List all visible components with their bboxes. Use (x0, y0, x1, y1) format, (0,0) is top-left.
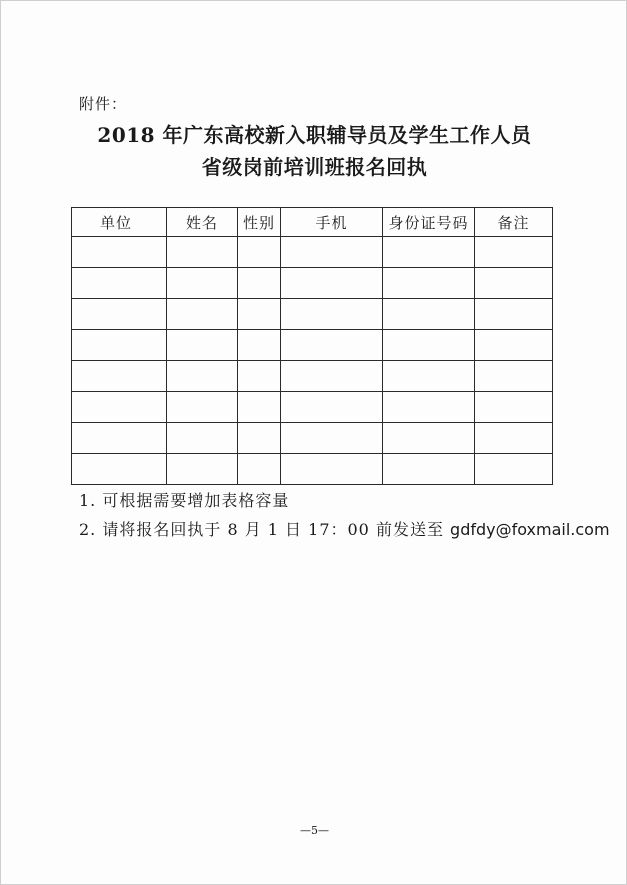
cell-remarks (475, 237, 553, 268)
cell-remarks (475, 330, 553, 361)
table-body (72, 237, 553, 485)
cell-id-number (383, 423, 475, 454)
cell-unit (72, 299, 167, 330)
note-1: 1. 可根据需要增加表格容量 (79, 491, 290, 510)
cell-unit (72, 268, 167, 299)
attachment-label: 附件： (79, 95, 128, 113)
header-id-number: 身份证号码 (383, 208, 475, 237)
cell-phone (281, 330, 383, 361)
document-title-line-2: 省级岗前培训班报名回执 (201, 155, 428, 179)
cell-unit (72, 361, 167, 392)
table-row (72, 237, 553, 268)
cell-id-number (383, 392, 475, 423)
cell-gender (238, 237, 281, 268)
table-row (72, 268, 553, 299)
header-name: 姓名 (167, 208, 238, 237)
cell-id-number (383, 330, 475, 361)
cell-unit (72, 237, 167, 268)
cell-unit (72, 454, 167, 485)
cell-gender (238, 454, 281, 485)
cell-gender (238, 361, 281, 392)
cell-unit (72, 392, 167, 423)
cell-phone (281, 423, 383, 454)
cell-phone (281, 299, 383, 330)
cell-unit (72, 330, 167, 361)
cell-name (167, 299, 238, 330)
cell-name (167, 330, 238, 361)
table-row (72, 392, 553, 423)
note-2-text: 2. 请将报名回执于 8 月 1 日 17：00 前发送至 (79, 520, 451, 539)
cell-name (167, 392, 238, 423)
cell-remarks (475, 392, 553, 423)
cell-gender (238, 299, 281, 330)
cell-remarks (475, 299, 553, 330)
table-row (72, 330, 553, 361)
contact-email: gdfdy@foxmail.com (450, 520, 610, 539)
cell-name (167, 454, 238, 485)
cell-name (167, 361, 238, 392)
cell-phone (281, 361, 383, 392)
cell-phone (281, 454, 383, 485)
cell-remarks (475, 423, 553, 454)
cell-name (167, 423, 238, 454)
header-gender: 性别 (238, 208, 281, 237)
cell-remarks (475, 454, 553, 485)
table-row (72, 299, 553, 330)
table-header-row (72, 208, 553, 237)
cell-id-number (383, 268, 475, 299)
table-row (72, 361, 553, 392)
cell-gender (238, 392, 281, 423)
cell-id-number (383, 299, 475, 330)
table-row (72, 454, 553, 485)
cell-name (167, 268, 238, 299)
registration-form-table (71, 207, 553, 485)
cell-id-number (383, 237, 475, 268)
cell-gender (238, 268, 281, 299)
cell-remarks (475, 268, 553, 299)
document-title-line-1: 2018 年广东高校新入职辅导员及学生工作人员 (97, 123, 532, 147)
cell-gender (238, 423, 281, 454)
cell-remarks (475, 361, 553, 392)
cell-id-number (383, 361, 475, 392)
page-number: —5— (300, 824, 329, 837)
cell-phone (281, 237, 383, 268)
cell-gender (238, 330, 281, 361)
header-remarks: 备注 (475, 208, 553, 237)
cell-phone (281, 268, 383, 299)
cell-unit (72, 423, 167, 454)
header-phone: 手机 (281, 208, 383, 237)
cell-phone (281, 392, 383, 423)
header-unit: 单位 (72, 208, 167, 237)
cell-name (167, 237, 238, 268)
note-2 (79, 517, 610, 540)
cell-id-number (383, 454, 475, 485)
table-row (72, 423, 553, 454)
